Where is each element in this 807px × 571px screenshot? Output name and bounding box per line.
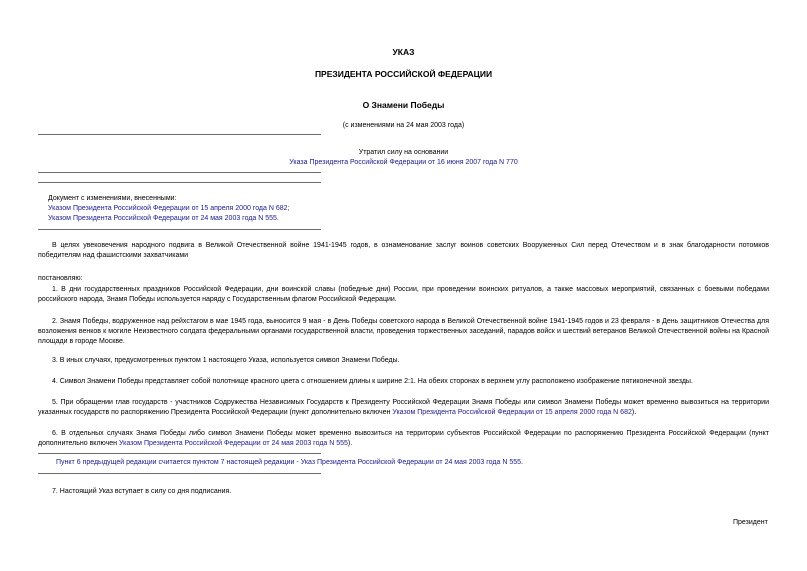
paragraph-5-end: ).	[631, 409, 637, 416]
separator-line	[38, 229, 321, 230]
decree-word: постановляю:	[38, 275, 83, 282]
edition-note	[56, 458, 523, 468]
separator-line	[38, 473, 321, 474]
paragraph-6-text: 6. В отдельных случаях Знамя Победы либо символ Знамени Победы может временно вывозиться на территории субъектов Российской Федерации по распоряжению Президента Российской Федерации (пункт дополнительно включен	[38, 430, 769, 447]
lost-force-link[interactable]: Указа Президента Российской Федерации от 16 июня 2007 года N 770	[289, 159, 518, 166]
paragraph-6	[38, 429, 769, 449]
paragraph-4: 4. Символ Знамени Победы представляет собой полотнище красного цвета с отношением длины к ширине 2:1. На обеих сторонах в верхнем углу расположено изображение пятиконечной звезды.	[52, 378, 693, 385]
paragraph-2: 2. Знамя Победы, водруженное над рейхстагом в мае 1945 года, выносится 9 мая - в День Победы советского народа в Великой Отечественной войне 1941-1945 годов и 23 февраля - в День защитников Отечества для возложения венков к могиле Неизвестного солдата федеральными органами государственной власти, проведения торжественных заседаний, парадов войск и шествий ветеранов Великой Отечественной войны на Красной площади в городе Москве.	[38, 318, 769, 345]
decree-title: УКАЗ	[392, 47, 415, 57]
amended-link-2000[interactable]: Указом Президента Российской Федерации от 15 апреля 2000 года N 682;	[48, 205, 290, 212]
separator-line	[38, 182, 321, 183]
amended-intro: Документ с изменениями, внесенными:	[48, 195, 177, 202]
paragraph-5-text: 5. При обращении глав государств - участников Содружества Независимых Государств к Президенту Российской Федерации Знамя Победы или символ Знамени Победы может временно вывозиться на территории указанных государств по распоряжению Президента Российской Федерации (пункт дополнительно включен	[38, 399, 769, 416]
paragraph-6-link[interactable]: Указом Президента Российской Федерации от 24 мая 2003 года N 555	[119, 440, 348, 447]
separator-line	[38, 453, 321, 454]
signature-title: Президент	[733, 519, 768, 526]
amendments-note: (с изменениями на 24 мая 2003 года)	[342, 122, 465, 129]
decree-subject: О Знамени Победы	[362, 100, 445, 110]
edition-note-link[interactable]: Указ Президента Российской Федерации от 24 мая 2003 года N 555	[300, 459, 521, 466]
separator-line	[38, 134, 321, 135]
paragraph-7: 7. Настоящий Указ вступает в силу со дня подписания.	[52, 488, 232, 495]
separator-line	[38, 172, 321, 173]
paragraph-5	[38, 398, 769, 418]
paragraph-5-link[interactable]: Указом Президента Российской Федерации от 15 апреля 2000 года N 682	[392, 409, 632, 416]
paragraph-3: 3. В иных случаях, предусмотренных пунктом 1 настоящего Указа, используется символ Знамени Победы.	[52, 357, 400, 364]
lost-force-text: Утратил силу на основании	[358, 149, 449, 156]
paragraph-1: 1. В дни государственных праздников Российской Федерации, дни воинской славы (победные дни) России, при проведении воинских ритуалов, а также массовых мероприятий, связанных с боевыми победами российского народа, Знамя Победы используется наряду с Государственным флагом Российской Федерации.	[38, 286, 769, 303]
paragraph-6-end: ).	[347, 440, 353, 447]
amended-link-2003[interactable]: Указом Президента Российской Федерации от 24 мая 2003 года N 555.	[48, 215, 279, 222]
edition-note-text[interactable]: Пункт 6 предыдущей редакции считается пунктом 7 настоящей редакции -	[56, 459, 299, 466]
edition-note-end: .	[521, 459, 523, 466]
decree-issuer: ПРЕЗИДЕНТА РОССИЙСКОЙ ФЕДЕРАЦИИ	[314, 69, 493, 79]
preamble: В целях увековечения народного подвига в Великой Отечественной войне 1941-1945 годов, в ознаменование заслуг воинов советских Вооруженных Сил перед Отечеством и в знак благодарности потомков победителям над фашистскими захватчиками	[38, 242, 769, 259]
